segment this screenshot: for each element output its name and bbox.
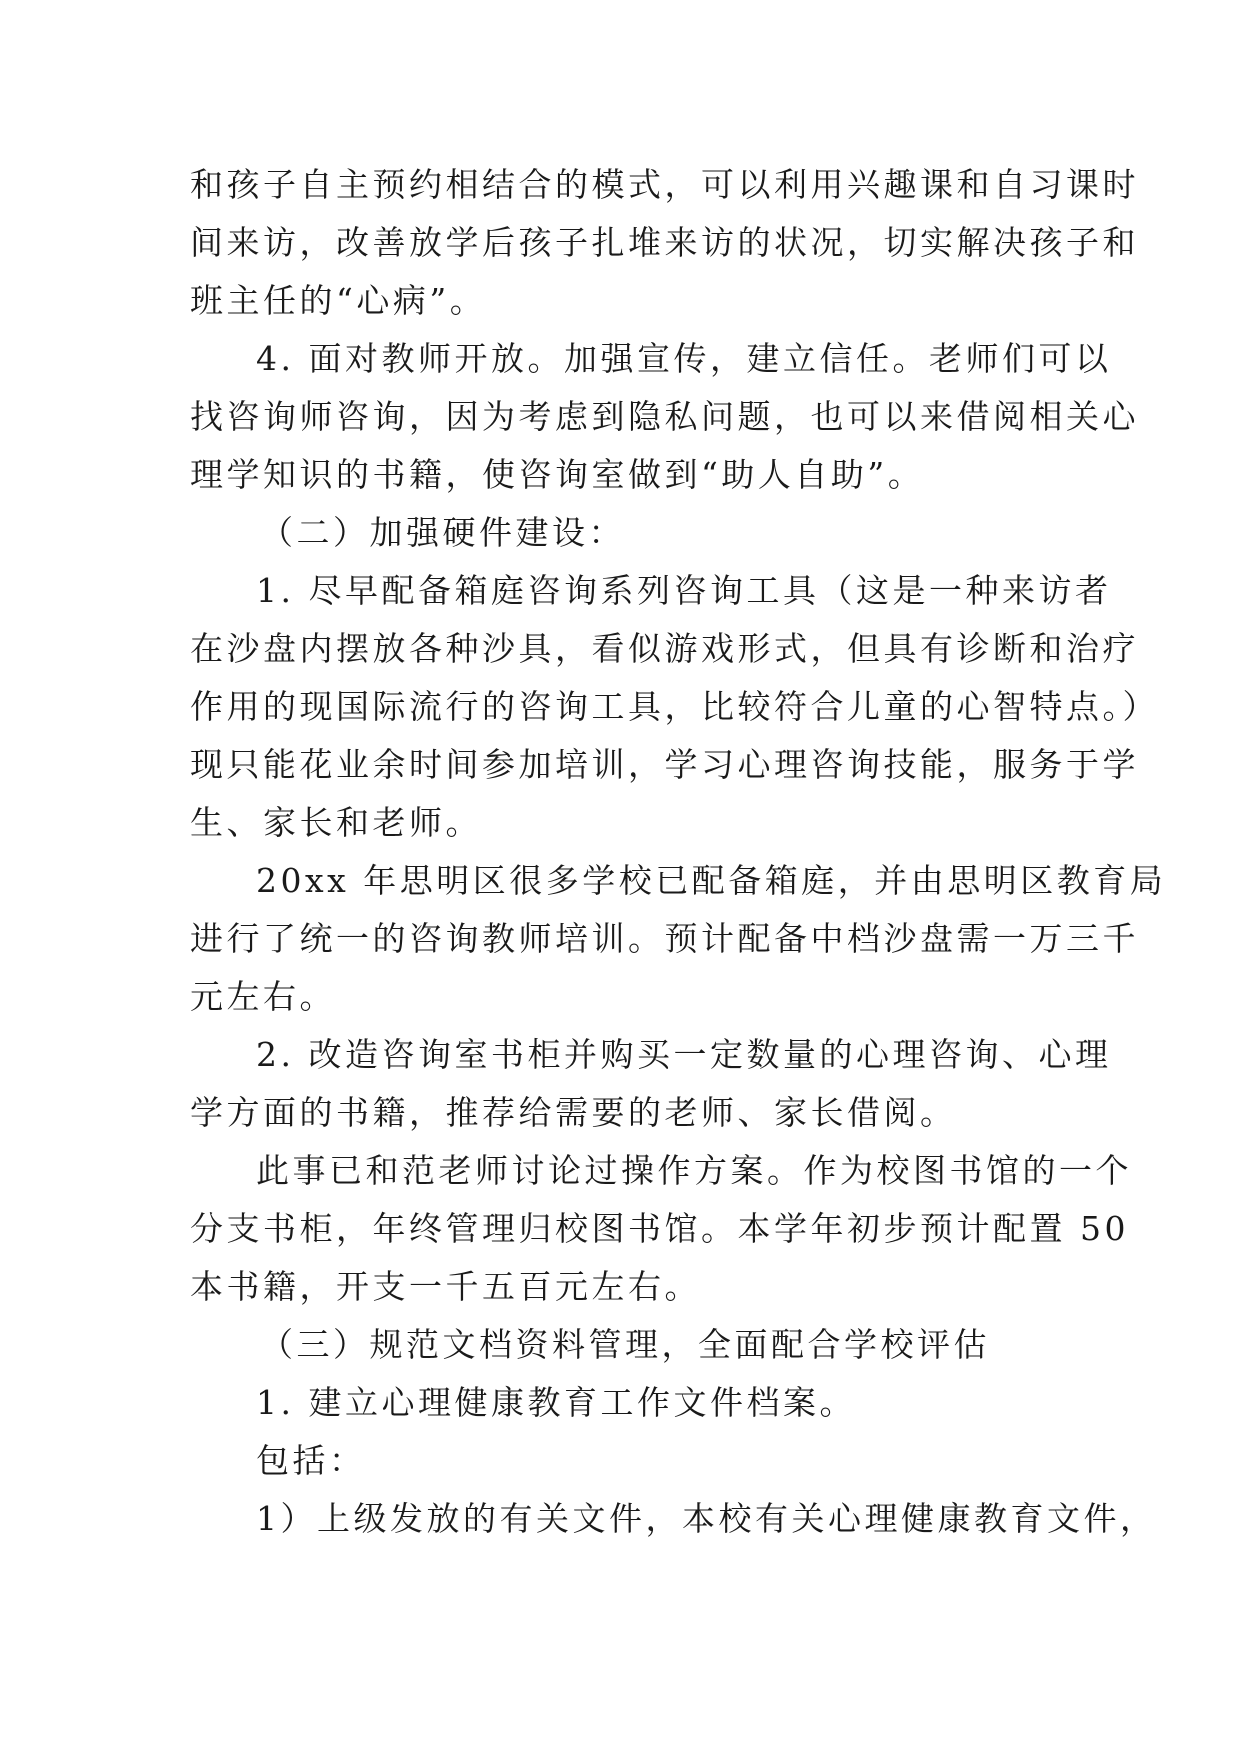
text-line: 1. 尽早配备箱庭咨询系列咨询工具（这是一种来访者 xyxy=(256,571,1112,610)
text-line: 20xx 年思明区很多学校已配备箱庭，并由思明区教育局 xyxy=(256,861,1167,900)
text-line: 元左右。 xyxy=(190,977,336,1016)
text-line: 找咨询师咨询，因为考虑到隐私问题，也可以来借阅相关心 xyxy=(190,397,1139,436)
section-heading: （二）加强硬件建设： xyxy=(260,513,625,552)
text-line: 间来访，改善放学后孩子扎堆来访的状况，切实解决孩子和 xyxy=(190,223,1139,262)
text-line: 现只能花业余时间参加培训，学习心理咨询技能，服务于学 xyxy=(190,745,1139,784)
text-line: 在沙盘内摆放各种沙具，看似游戏形式，但具有诊断和治疗 xyxy=(190,629,1139,668)
text-line: 理学知识的书籍，使咨询室做到“助人自助”。 xyxy=(190,455,925,494)
text-line: 班主任的“心病”。 xyxy=(190,281,487,320)
text-line: 1. 建立心理健康教育工作文件档案。 xyxy=(256,1383,856,1422)
text-line: 学方面的书籍，推荐给需要的老师、家长借阅。 xyxy=(190,1093,957,1132)
text-line: 和孩子自主预约相结合的模式，可以利用兴趣课和自习课时 xyxy=(190,165,1139,204)
text-line: 进行了统一的咨询教师培训。预计配备中档沙盘需一万三千 xyxy=(190,919,1139,958)
text-line: 4. 面对教师开放。加强宣传，建立信任。老师们可以 xyxy=(256,339,1112,378)
text-line: 包括： xyxy=(256,1441,366,1480)
text-line: 1）上级发放的有关文件，本校有关心理健康教育文件， xyxy=(256,1499,1157,1538)
text-line: 分支书柜，年终管理归校图书馆。本学年初步预计配置 50 xyxy=(190,1209,1129,1248)
text-line: 此事已和范老师讨论过操作方案。作为校图书馆的一个 xyxy=(256,1151,1132,1190)
text-line: 作用的现国际流行的咨询工具，比较符合儿童的心智特点。） xyxy=(190,687,1159,726)
text-line: 2. 改造咨询室书柜并购买一定数量的心理咨询、心理 xyxy=(256,1035,1112,1074)
text-line: 生、家长和老师。 xyxy=(190,803,482,842)
section-heading: （三）规范文档资料管理，全面配合学校评估 xyxy=(260,1325,990,1364)
text-line: 本书籍，开支一千五百元左右。 xyxy=(190,1267,701,1306)
